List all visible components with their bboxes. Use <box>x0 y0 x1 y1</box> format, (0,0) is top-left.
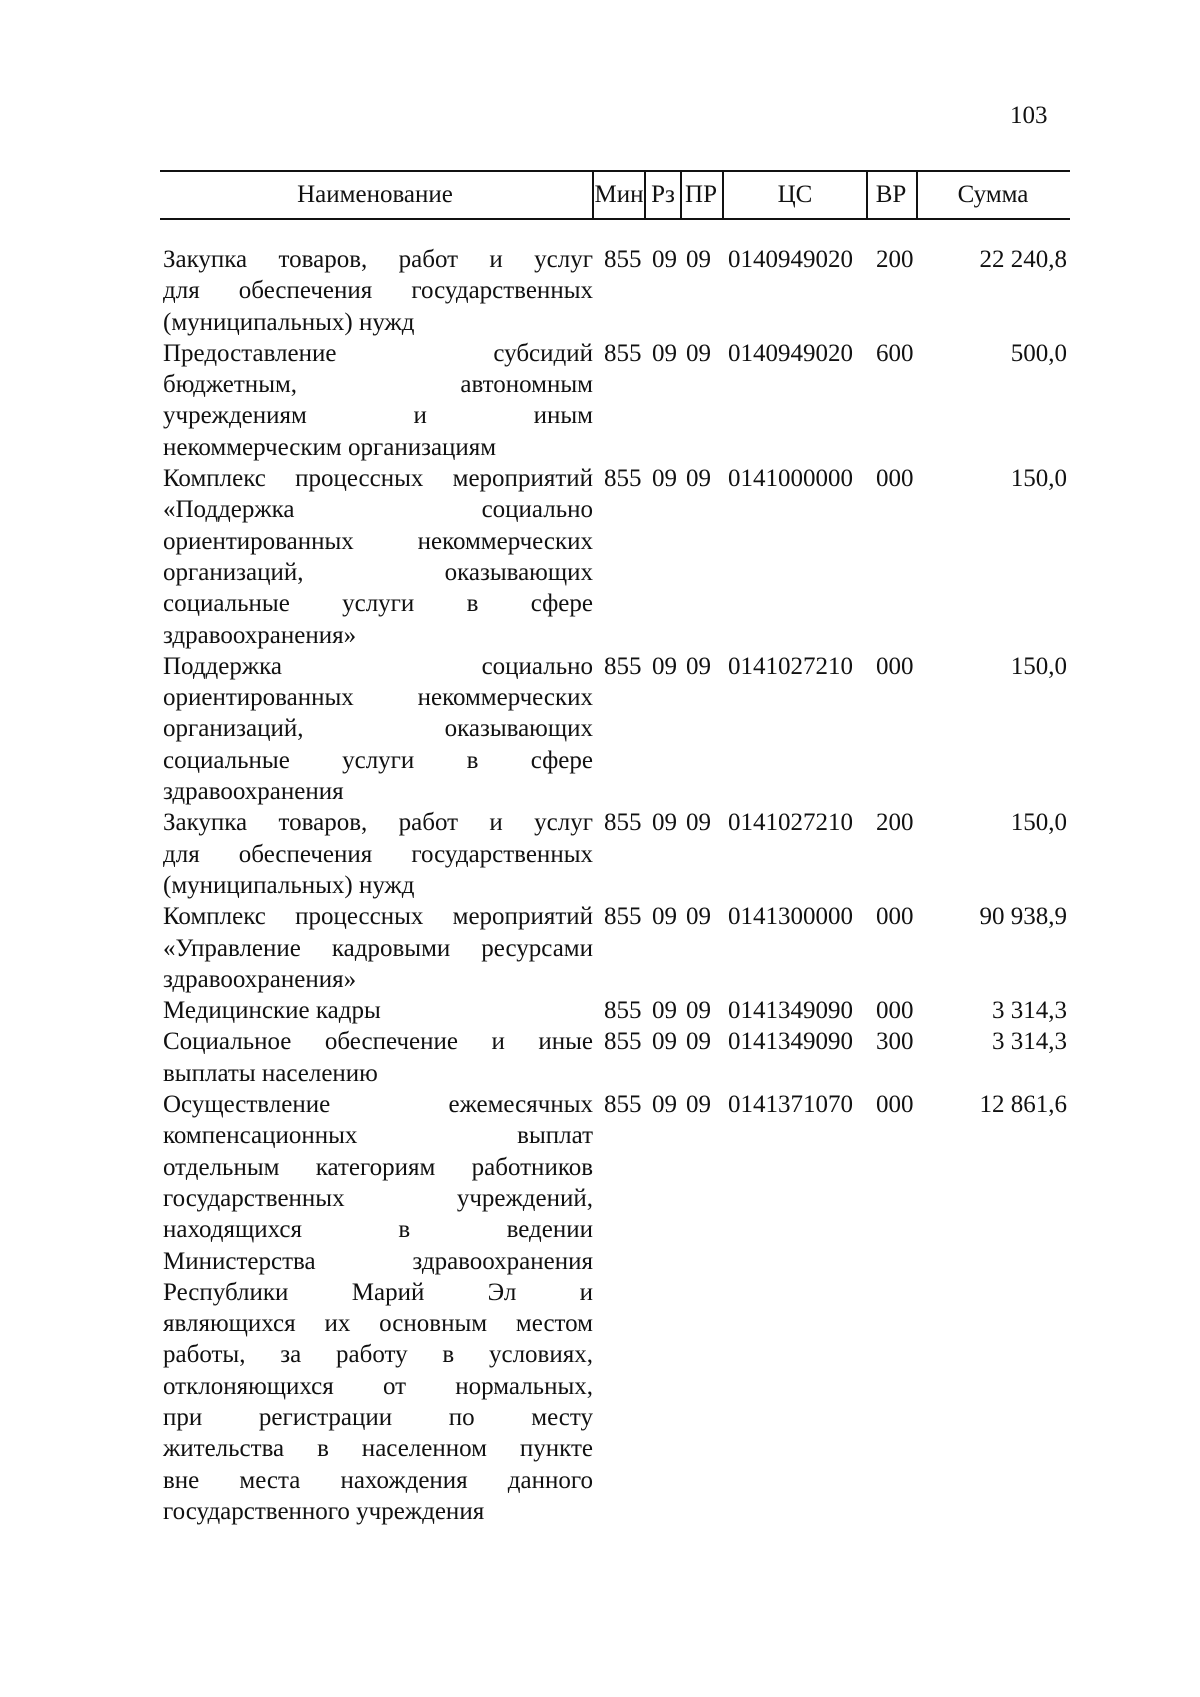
table-row <box>0 807 1200 901</box>
header-rz: Рз <box>651 181 675 208</box>
table-row <box>0 244 1200 338</box>
cell-vr: 200 <box>876 246 914 273</box>
row-name-line: жительства в населенном пункте <box>163 1435 593 1463</box>
row-name-line: учреждениям и иным <box>163 402 593 430</box>
cell-sum: 22 240,8 <box>979 246 1067 273</box>
row-name-line: Закупка товаров, работ и услуг <box>163 809 593 837</box>
cell-vr: 000 <box>876 465 914 493</box>
cell-sum: 150,0 <box>1010 652 1067 680</box>
cell-vr: 000 <box>876 1091 914 1119</box>
row-name-line: Республики Марий Эл и <box>163 1278 593 1306</box>
table-row <box>0 463 1200 651</box>
cell-cs: 0141000000 <box>728 465 853 493</box>
row-name <box>163 1026 593 1089</box>
row-name-line: Комплекс процессных мероприятий <box>163 465 593 493</box>
cell-rz: 09 <box>652 465 677 493</box>
row-name-line: организаций, оказывающих <box>163 715 593 743</box>
row-name-line: Поддержка социально <box>163 652 593 680</box>
table-row <box>0 338 1200 463</box>
row-name-line: отдельным категориям работников <box>163 1153 593 1181</box>
cell-min: 855 <box>604 1091 642 1119</box>
cell-pr: 09 <box>686 997 711 1025</box>
row-name-line: при регистрации по месту <box>163 1404 593 1432</box>
row-name-line: социальные услуги в сфере <box>163 590 593 618</box>
cell-min: 855 <box>604 652 642 680</box>
row-name-line: Комплекс процессных мероприятий <box>163 903 593 931</box>
table-row <box>0 901 1200 995</box>
cell-pr: 09 <box>686 809 711 837</box>
cell-pr: 09 <box>686 465 711 493</box>
cell-vr: 000 <box>876 652 914 680</box>
row-name-line: здравоохранения» <box>163 965 357 993</box>
cell-min: 855 <box>604 1028 642 1056</box>
table-row <box>0 651 1200 808</box>
cell-cs: 0141371070 <box>728 1091 853 1119</box>
cell-sum: 150,0 <box>1010 465 1067 493</box>
cell-sum: 3 314,3 <box>992 1028 1067 1056</box>
row-name-line: Предоставление субсидий <box>163 339 593 367</box>
table-row <box>0 1089 1200 1527</box>
header-name: Наименование <box>297 181 453 208</box>
cell-cs: 0141349090 <box>728 1028 853 1056</box>
cell-rz: 09 <box>652 809 677 837</box>
cell-min: 855 <box>604 809 642 837</box>
row-name-line: здравоохранения <box>163 778 344 806</box>
cell-rz: 09 <box>652 1091 677 1119</box>
cell-cs: 0140949020 <box>728 246 853 273</box>
row-name-line: отклоняющихся от нормальных, <box>163 1372 593 1400</box>
cell-rz: 09 <box>652 652 677 680</box>
row-name-line: (муниципальных) нужд <box>163 871 415 899</box>
cell-cs: 0141027210 <box>728 809 853 837</box>
header-cs: ЦС <box>777 181 813 208</box>
row-name <box>163 901 593 995</box>
table-header <box>160 170 1070 220</box>
cell-min: 855 <box>604 339 642 367</box>
table-row <box>0 1026 1200 1089</box>
cell-pr: 09 <box>686 652 711 680</box>
header-vr: ВР <box>875 181 907 208</box>
cell-cs: 0141349090 <box>728 997 853 1025</box>
cell-sum: 500,0 <box>1010 339 1067 367</box>
cell-cs: 0141300000 <box>728 903 853 931</box>
row-name <box>163 995 593 1026</box>
cell-min: 855 <box>604 997 642 1025</box>
row-name <box>163 807 593 901</box>
cell-pr: 09 <box>686 903 711 931</box>
cell-sum: 12 861,6 <box>979 1091 1067 1119</box>
row-name <box>163 651 593 807</box>
row-name-line: «Поддержка социально <box>163 496 593 524</box>
cell-sum: 150,0 <box>1010 809 1067 837</box>
table-row <box>0 995 1200 1026</box>
row-name-line: для обеспечения государственных <box>163 840 593 868</box>
header-pr: ПР <box>685 181 717 208</box>
cell-rz: 09 <box>652 246 677 273</box>
row-name-line: компенсационных выплат <box>163 1122 593 1150</box>
row-name-line: Министерства здравоохранения <box>163 1247 593 1275</box>
row-name-line: бюджетным, автономным <box>163 371 593 399</box>
cell-rz: 09 <box>652 903 677 931</box>
header-min: Мин <box>594 181 644 208</box>
row-name-line: социальные услуги в сфере <box>163 746 593 774</box>
row-name-line: являющихся их основным местом <box>163 1310 593 1338</box>
row-name-line: ориентированных некоммерческих <box>163 684 593 712</box>
cell-rz: 09 <box>652 997 677 1025</box>
row-name-line: Медицинские кадры <box>163 997 381 1025</box>
row-name-line: Социальное обеспечение и иные <box>163 1028 593 1056</box>
cell-min: 855 <box>604 903 642 931</box>
page-number: 103 <box>1010 102 1048 129</box>
row-name <box>163 338 593 463</box>
cell-min: 855 <box>604 246 642 273</box>
row-name-line: вне места нахождения данного <box>163 1466 593 1494</box>
cell-vr: 300 <box>876 1028 914 1056</box>
row-name-line: государственного учреждения <box>163 1497 485 1525</box>
row-name-line: выплаты населению <box>163 1059 378 1087</box>
cell-cs: 0141027210 <box>728 652 853 680</box>
row-name-line: здравоохранения» <box>163 621 357 649</box>
row-name-line: «Управление кадровыми ресурсами <box>163 934 593 962</box>
cell-vr: 600 <box>876 339 914 367</box>
cell-vr: 200 <box>876 809 914 837</box>
row-name-line: организаций, оказывающих <box>163 558 593 586</box>
row-name-line: Закупка товаров, работ и услуг <box>163 246 593 273</box>
row-name-line: ориентированных некоммерческих <box>163 527 593 555</box>
row-name <box>163 244 593 338</box>
cell-pr: 09 <box>686 1091 711 1119</box>
cell-pr: 09 <box>686 1028 711 1056</box>
cell-min: 855 <box>604 465 642 493</box>
cell-vr: 000 <box>876 997 914 1025</box>
row-name-line: работы, за работу в условиях, <box>163 1341 593 1369</box>
row-name <box>163 1089 593 1527</box>
cell-cs: 0140949020 <box>728 339 853 367</box>
cell-sum: 3 314,3 <box>992 997 1067 1025</box>
header-sum: Сумма <box>957 181 1029 208</box>
row-name-line: государственных учреждений, <box>163 1184 593 1212</box>
cell-sum: 90 938,9 <box>979 903 1067 931</box>
cell-rz: 09 <box>652 339 677 367</box>
cell-rz: 09 <box>652 1028 677 1056</box>
cell-vr: 000 <box>876 903 914 931</box>
row-name-line: некоммерческим организациям <box>163 433 497 461</box>
row-name-line: для обеспечения государственных <box>163 277 593 305</box>
row-name-line: (муниципальных) нужд <box>163 308 415 336</box>
row-name-line: Осуществление ежемесячных <box>163 1091 593 1119</box>
table-body <box>0 244 1200 1527</box>
cell-pr: 09 <box>686 339 711 367</box>
row-name <box>163 463 593 651</box>
cell-pr: 09 <box>686 246 711 273</box>
row-name-line: находящихся в ведении <box>163 1216 593 1244</box>
